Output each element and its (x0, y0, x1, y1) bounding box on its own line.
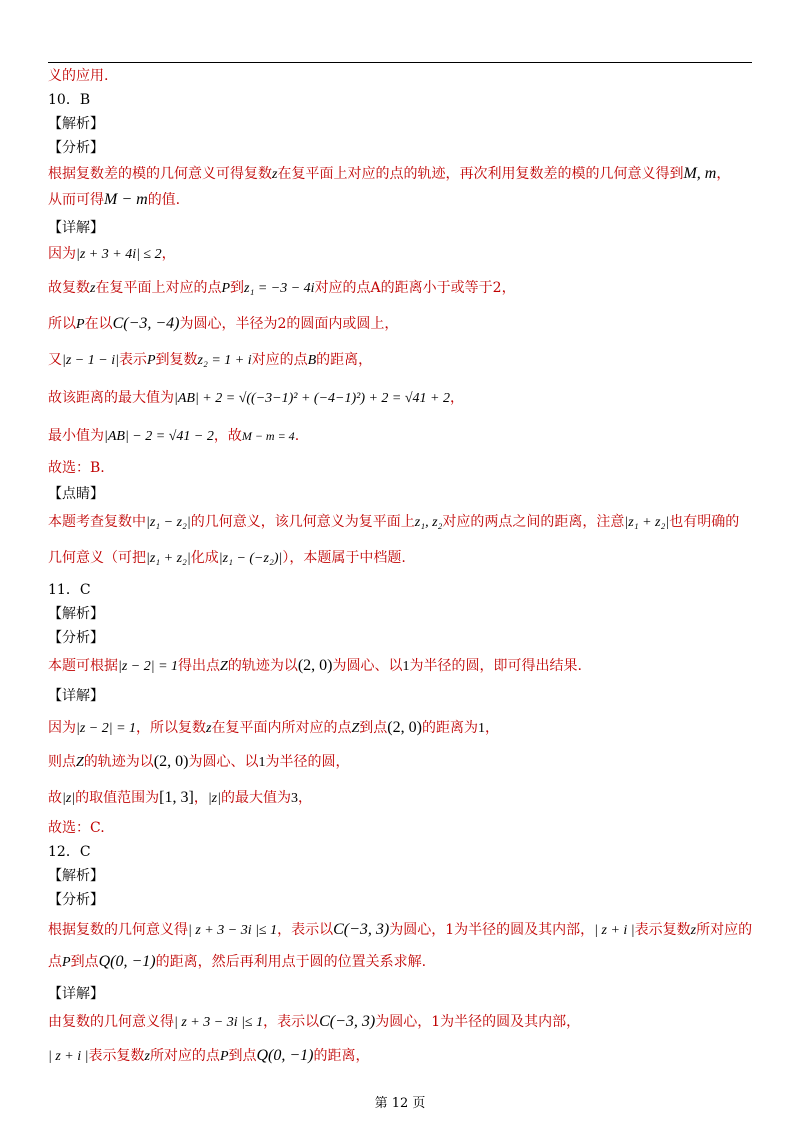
text-line: 又|z − 1 − i|表示P到复数z₂ = 1 + i对应的点B的距离， (48, 352, 373, 368)
question-number: 12．C (48, 844, 91, 860)
page-number: 第 12 页 (374, 1096, 426, 1111)
text-line: 所以P在以C(−3, −4)为圆心，半径为2的圆面内或圆上， (48, 315, 399, 332)
section-heading: 【分析】 (48, 892, 104, 908)
question-number: 11．C (48, 582, 91, 598)
section-heading: 【详解】 (48, 688, 104, 704)
section-heading: 【点睛】 (48, 486, 104, 502)
text-line: 根据复数的几何意义得| z + 3 − 3i |≤ 1，表示以C(−3, 3)为圆心，1为半径的圆及其内部，| z + i |表示复数z所对应的 (48, 921, 753, 938)
section-heading: 【分析】 (48, 140, 104, 156)
text-line: 故选：B. (48, 460, 105, 476)
text-line: 根据复数差的模的几何意义可得复数z在复平面上对应的点的轨迹，再次利用复数差的模的几何意义得到M, m， (48, 165, 731, 182)
text-line: 最小值为|AB| − 2 = √41 − 2，故M − m = 4. (48, 428, 300, 444)
text-line: 由复数的几何意义得| z + 3 − 3i |≤ 1，表示以C(−3, 3)为圆心，1为半径的圆及其内部， (48, 1013, 581, 1030)
section-heading: 【解析】 (48, 606, 104, 622)
text-line: 本题可根据|z − 2| = 1得出点Z的轨迹为以(2, 0)为圆心、以1为半径的圆，即可得出结果. (48, 657, 582, 674)
question-number: 10．B (48, 92, 91, 108)
text-line: 因为|z − 2| = 1，所以复数z在复平面内所对应的点Z到点(2, 0)的距离为1， (48, 719, 499, 736)
header-rule (48, 62, 752, 63)
text-line: 几何意义（可把|z₁ + z₂|化成|z₁ − (−z₂)|），本题属于中档题. (48, 550, 406, 566)
section-heading: 【解析】 (48, 116, 104, 132)
text-line: 故|z|的取值范围为[1, 3]，|z|的最大值为3， (48, 789, 312, 806)
text-line: 从而可得M − m的值. (48, 191, 181, 208)
section-heading: 【解析】 (48, 868, 104, 884)
text-line: 因为|z + 3 + 4i| ≤ 2， (48, 246, 176, 262)
section-heading: 【详解】 (48, 986, 104, 1002)
text-line: | z + i |表示复数z所对应的点P到点Q(0, −1)的距离， (48, 1047, 370, 1064)
text-line: 点P到点Q(0, −1)的距离，然后再利用点于圆的位置关系求解. (48, 953, 427, 970)
text-line: 故复数z在复平面上对应的点P到z₁ = −3 − 4i对应的点A的距离小于或等于2， (48, 280, 516, 296)
text-line: 故选：C. (48, 820, 105, 836)
text-line: 故该距离的最大值为|AB| + 2 = √((−3−1)² + (−4−1)²) + 2 = √41 + 2， (48, 390, 465, 406)
text-line: 则点Z的轨迹为以(2, 0)为圆心、以1为半径的圆， (48, 753, 350, 770)
text-line: 本题考查复数中|z₁ − z₂|的几何意义，该几何意义为复平面上z₁, z₂对应的两点之间的距离，注意|z₁ + z₂|也有明确的 (48, 514, 740, 530)
text-line: 义的应用. (48, 68, 109, 84)
section-heading: 【详解】 (48, 220, 104, 236)
section-heading: 【分析】 (48, 630, 104, 646)
